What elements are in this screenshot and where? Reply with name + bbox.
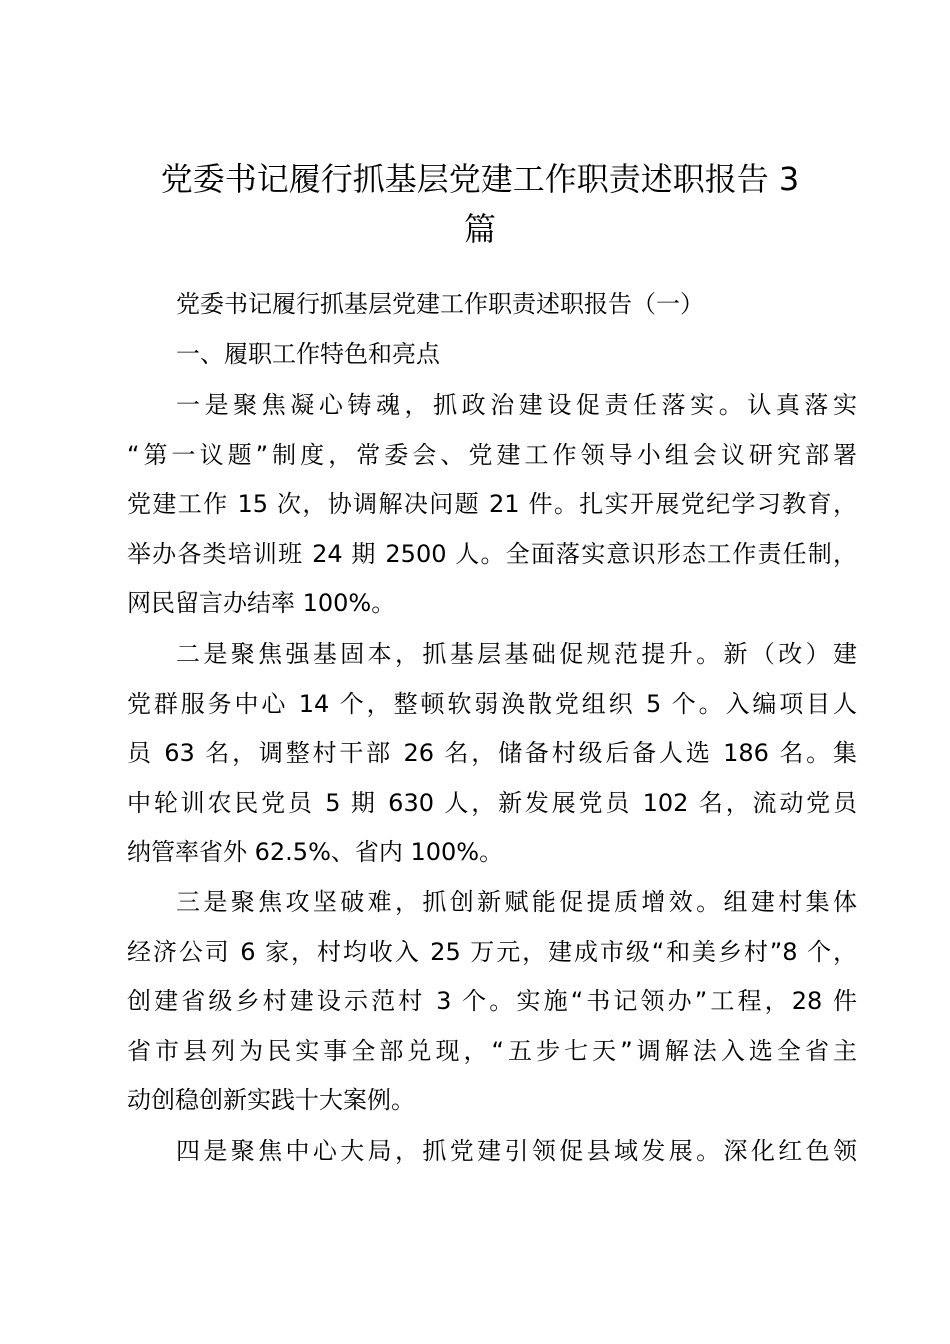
- document-title: [110, 154, 850, 254]
- paragraph-2: [127, 630, 857, 878]
- paragraph-line: 员 63 名，调整村干部 26 名，储备村级后备人选 186 名。集: [127, 739, 857, 768]
- paragraph-4: [127, 1127, 857, 1177]
- title-line-1: 党委书记履行抓基层党建工作职责述职报告 3: [160, 160, 800, 198]
- paragraph-line: 三是聚焦攻坚破难，抓创新赋能促提质增效。组建村集体: [176, 888, 857, 916]
- paragraph-line: 二是聚焦强基固本，抓基层基础促规范提升。新（改）建: [176, 640, 857, 668]
- paragraph-line: 纳管率省外 62.5%、省内 100%。: [127, 838, 504, 867]
- paragraph-line: 网民留言办结率 100%。: [127, 589, 396, 618]
- report-subtitle: 党委书记履行抓基层党建工作职责述职报告（一）: [176, 290, 704, 318]
- paragraph-line: 举办各类培训班 24 期 2500 人。全面落实意识形态工作责任制，: [127, 539, 857, 568]
- paragraph-line: 经济公司 6 家，村均收入 25 万元，建成市级“和美乡村”8 个，: [127, 937, 857, 966]
- paragraph-3: [127, 878, 857, 1126]
- paragraph-line: 创建省级乡村建设示范村 3 个。实施“书记领办”工程，28 件: [127, 987, 857, 1016]
- paragraph-line: 党建工作 15 次，协调解决问题 21 件。扎实开展党纪学习教育，: [127, 490, 857, 519]
- paragraph-line: 中轮训农民党员 5 期 630 人，新发展党员 102 名，流动党员: [127, 788, 857, 817]
- paragraph-1: [127, 381, 857, 629]
- paragraph-line: “第一议题”制度，常委会、党建工作领导小组会议研究部署: [127, 440, 857, 469]
- paragraph-line: 党群服务中心 14 个，整顿软弱涣散党组织 5 个。入编项目人: [127, 689, 857, 718]
- paragraph-line: 一是聚焦凝心铸魂，抓政治建设促责任落实。认真落实: [176, 391, 857, 419]
- paragraph-line: 省市县列为民实事全部兑现，“五步七天”调解法入选全省主: [127, 1036, 857, 1065]
- title-line-2: 篇: [463, 210, 496, 248]
- paragraph-line: 四是聚焦中心大局，抓党建引领促县域发展。深化红色领: [176, 1137, 857, 1165]
- paragraph-line: 动创稳创新实践十大案例。: [127, 1086, 415, 1115]
- section-heading: 一、履职工作特色和亮点: [176, 340, 440, 368]
